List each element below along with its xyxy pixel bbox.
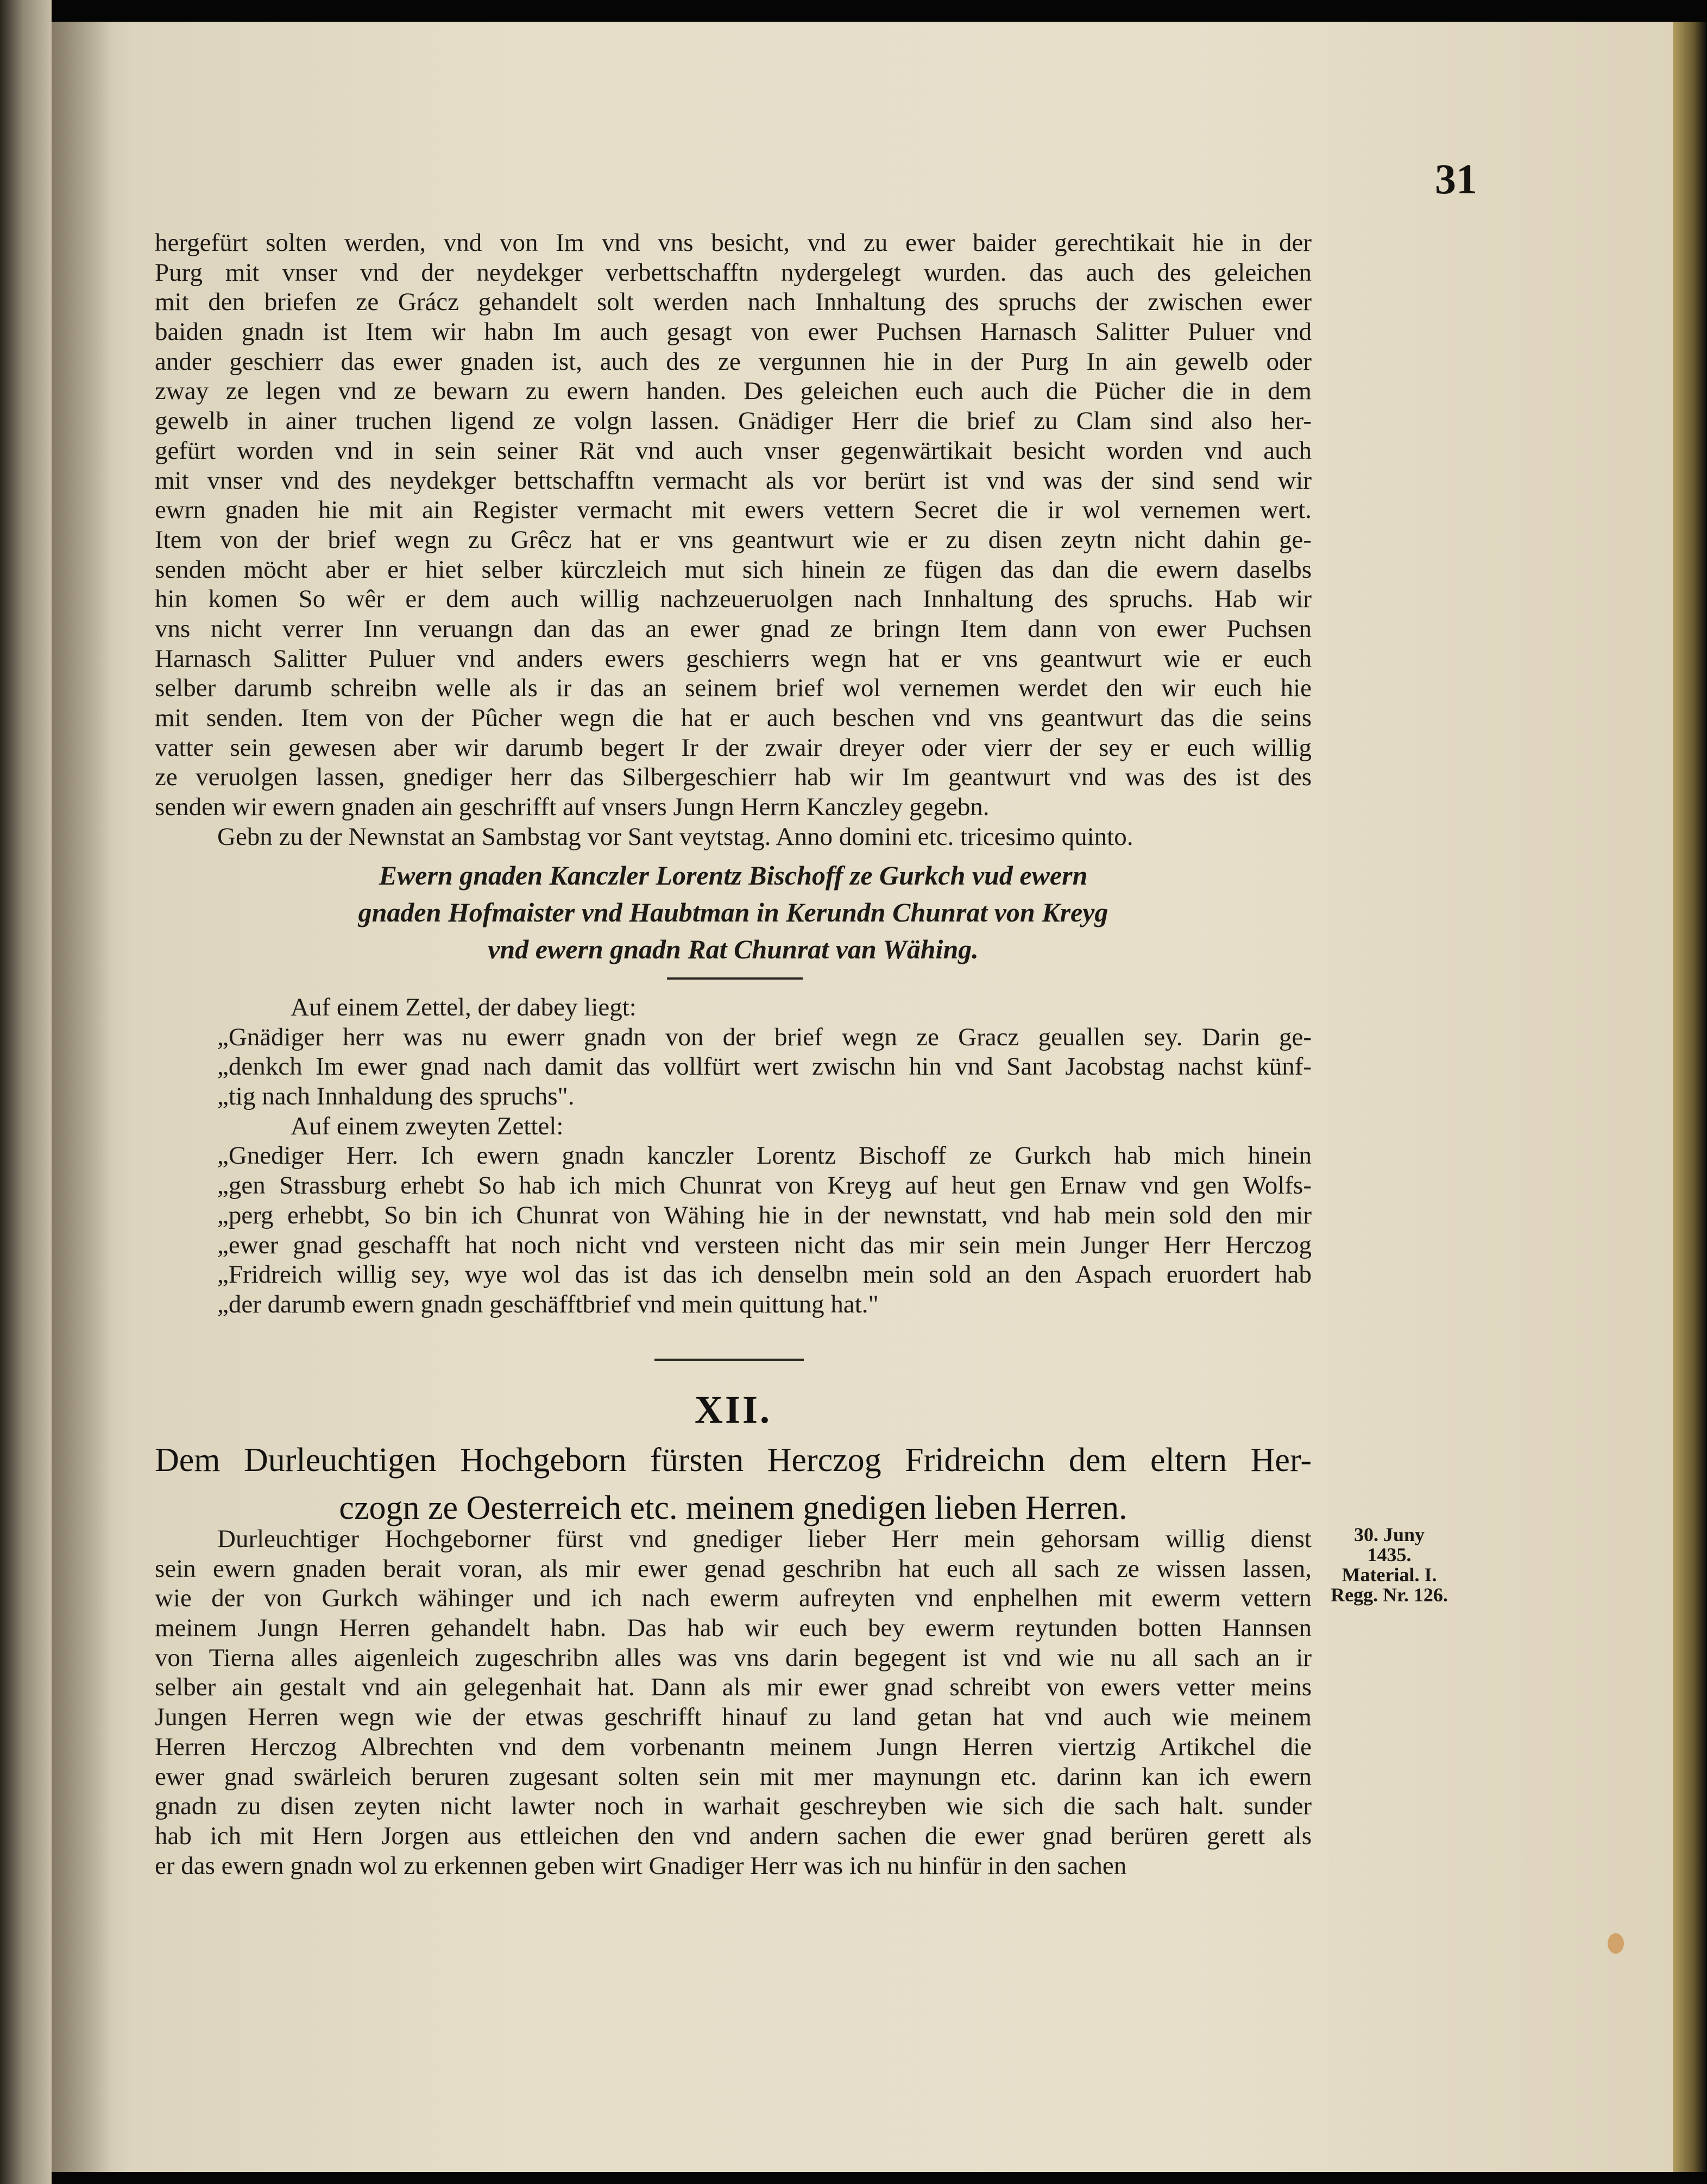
marginal-note-line: 1435. bbox=[1367, 1544, 1412, 1566]
section-title-line: Dem Durleuchtigen Hochgeborn fürsten Herczog Fridreichn dem eltern Her- bbox=[155, 1442, 1312, 1479]
signature-line: gnaden Hofmaister vnd Haubtman in Kerundn Chunrat von Kreyg bbox=[358, 897, 1108, 927]
text-line: Herren Herczog Albrechten vnd dem vorbenantn meinem Jungn Herren viertzig Artikchel die bbox=[155, 1732, 1312, 1761]
text-line: hergefürt solten werden, vnd von Im vnd vns besicht, vnd zu ewer baider gerechtikait hie in der bbox=[155, 229, 1312, 257]
text-line: er das ewern gnadn wol zu erkennen geben wirt Gnadiger Herr was ich nu hinfür in den sachen bbox=[155, 1851, 1127, 1880]
text-line: selber ain gestalt vnd ain gelegenhait hat. Dann als mir ewer gnad schreibt von ewers vetter meins bbox=[155, 1673, 1312, 1702]
gutter-shadow bbox=[52, 22, 111, 2172]
text-line: meinem Jungn Herren gehandelt habn. Das hab wir euch bey ewerm reytunden botten Hannsen bbox=[155, 1614, 1312, 1643]
text-line: hin komen So wêr er dem auch willig nachzeueruolgen nach Innhaltung des spruchs. Hab wir bbox=[155, 585, 1312, 614]
text-line: wie der von Gurkch wähinger und ich nach ewerm aufreyten vnd enphelhen mit ewerm vettern bbox=[155, 1584, 1312, 1613]
marginal-note-line: Regg. Nr. 126. bbox=[1331, 1584, 1448, 1606]
text-line: Durleuchtiger Hochgeborner fürst vnd gnediger lieber Herr mein gehorsam willig dienst bbox=[217, 1525, 1312, 1553]
text-line: baiden gnadn ist Item wir habn Im auch gesagt von ewer Puchsen Harnasch Salitter Puluer vnd bbox=[155, 318, 1312, 346]
text-line: mit vnser vnd des neydekger bettschafftn vermacht als vor berürt ist vnd was der sind send wir bbox=[155, 466, 1312, 495]
text-line: Harnasch Salitter Puluer vnd anders ewers geschierrs wegn hat er vns geantwurt wie er euch bbox=[155, 644, 1312, 673]
facing-page-edge bbox=[0, 0, 52, 2184]
note-line: „tig nach Innhaldung des spruchs". bbox=[217, 1082, 575, 1111]
note-line: „gen Strassburg erhebt So hab ich mich Chunrat von Kreyg auf heut gen Ernaw vnd gen Wolfs- bbox=[217, 1171, 1312, 1200]
section-body bbox=[155, 1524, 1312, 1880]
note-heading: Auf einem Zettel, der dabey liegt: bbox=[291, 993, 637, 1021]
text-line: vatter sein gewesen aber wir darumb begert Ir der zwair dreyer oder vierr der sey er euch willig bbox=[155, 733, 1312, 762]
section-number: XII. bbox=[694, 1388, 772, 1431]
separator-rule bbox=[654, 1359, 804, 1361]
text-line: von Tierna alles aigenleich zugeschribn alles was vns darin begegent ist vnd wie nu all sach an ir bbox=[155, 1643, 1312, 1672]
text-line: zway ze legen vnd ze bewarn zu ewern handen. Des geleichen euch auch die Pücher die in dem bbox=[155, 377, 1312, 406]
section-title bbox=[155, 1436, 1312, 1532]
text-line: ze veruolgen lassen, gnediger herr das Silbergeschierr hab wir Im geantwurt vnd was des ist des bbox=[155, 763, 1312, 792]
text-line: gnadn zu disen zeyten nicht lawter noch in warhait geschreyben wie sich die sach halt. sunder bbox=[155, 1792, 1312, 1821]
signature-line: vnd ewern gnadn Rat Chunrat van Wähing. bbox=[488, 934, 979, 964]
text-line: senden möcht aber er hiet selber kürczleich mut sich hinein ze fügen das dan die ewern daselbs bbox=[155, 555, 1312, 584]
paper-stain bbox=[1608, 1933, 1624, 1954]
letter-signature bbox=[155, 857, 1312, 968]
text-line: vns nicht verrer Inn veruangn dan das an ewer gnad ze bringn Item dann von ewer Puchsen bbox=[155, 614, 1312, 643]
text-line: sein ewern gnaden berait voran, als mir ewer genad geschribn hat euch all sach ze wissen lassen, bbox=[155, 1554, 1312, 1583]
note-line: „Gnädiger herr was nu ewerr gnadn von der brief wegn ze Gracz geuallen sey. Darin ge- bbox=[217, 1022, 1312, 1051]
text-line: Jungen Herren wegn wie der etwas geschrifft hinauf zu land getan hat vnd auch wie meinem bbox=[155, 1703, 1312, 1732]
separator-rule bbox=[667, 977, 803, 980]
attached-notes bbox=[155, 993, 1312, 1320]
text-line: Item von der brief wegn zu Grêcz hat er vns geantwurt wie er zu disen zeytn nicht dahin ge- bbox=[155, 525, 1312, 554]
page-edge-right bbox=[1673, 22, 1707, 2172]
text-line: ewrn gnaden hie mit ain Register vermacht mit ewers vettern Secret die ir wol vernemen wert. bbox=[155, 496, 1312, 525]
marginal-note-line: Material. I. bbox=[1341, 1564, 1437, 1586]
page-number: 31 bbox=[1435, 155, 1477, 203]
text-line: mit den briefen ze Grácz gehandelt solt werden nach Innhaltung des spruchs der zwischen ewer bbox=[155, 288, 1312, 317]
marginal-note bbox=[1313, 1525, 1465, 1605]
text-line: senden wir ewern gnaden ain geschrifft auf vnsers Jungn Herrn Kanczley gegebn. bbox=[155, 793, 990, 822]
letter-body bbox=[155, 228, 1312, 851]
text-line: Gebn zu der Newnstat an Sambstag vor Sant veytstag. Anno domini etc. tricesimo quinto. bbox=[217, 822, 1133, 851]
text-line: ander geschierr das ewer gnaden ist, auch des ze vergunnen hie in der Purg In ain gewelb oder bbox=[155, 347, 1312, 376]
note-heading: Auf einem zweyten Zettel: bbox=[291, 1112, 564, 1140]
note-line: „ewer gnad geschafft hat noch nicht vnd versteen nicht das mir sein mein Junger Herr Herczog bbox=[217, 1230, 1312, 1259]
text-line: Purg mit vnser vnd der neydekger verbettschafftn nydergelegt wurden. das auch des geleichen bbox=[155, 258, 1312, 287]
text-line: gewelb in ainer truchen ligend ze volgn lassen. Gnädiger Herr die brief zu Clam sind also her- bbox=[155, 407, 1312, 435]
section-title-line: czogn ze Oesterreich etc. meinem gnedigen lieben Herren. bbox=[339, 1489, 1127, 1526]
note-line: „denkch Im ewer gnad nach damit das vollfürt wert zwischn hin vnd Sant Jacobstag nachst künf- bbox=[217, 1052, 1312, 1081]
note-line: „der darumb ewern gnadn geschäfftbrief vnd mein quittung hat." bbox=[217, 1290, 879, 1318]
text-line: gefürt worden vnd in sein seiner Rät vnd auch vnser gegenwärtikait besicht worden vnd auch bbox=[155, 436, 1312, 465]
note-line: „perg erhebbt, So bin ich Chunrat von Wähing hie in der newnstatt, vnd hab mein sold den mir bbox=[217, 1201, 1312, 1229]
text-line: hab ich mit Hern Jorgen aus ettleichen den vnd andern sachen die ewer gnad berüren gerett als bbox=[155, 1821, 1312, 1850]
signature-line: Ewern gnaden Kanczler Lorentz Bischoff ze Gurkch vud ewern bbox=[379, 860, 1088, 891]
note-line: „Gnediger Herr. Ich ewern gnadn kanczler Lorentz Bischoff ze Gurkch hab mich hinein bbox=[217, 1141, 1312, 1170]
text-line: ewer gnad swärleich beruren zugesant solten sein mit mer maynungn etc. darinn kan ich ewern bbox=[155, 1762, 1312, 1791]
marginal-note-line: 30. Juny bbox=[1353, 1524, 1425, 1545]
note-line: „Fridreich willig sey, wye wol das ist das ich denselbn mein sold an den Aspach eruordert hab bbox=[217, 1260, 1312, 1289]
text-line: mit senden. Item von der Pûcher wegn die hat er auch beschen vnd vns geantwurt das die seins bbox=[155, 704, 1312, 732]
text-line: selber darumb schreibn welle als ir das an seinem brief wol vernemen werdet den wir euch hie bbox=[155, 674, 1312, 703]
